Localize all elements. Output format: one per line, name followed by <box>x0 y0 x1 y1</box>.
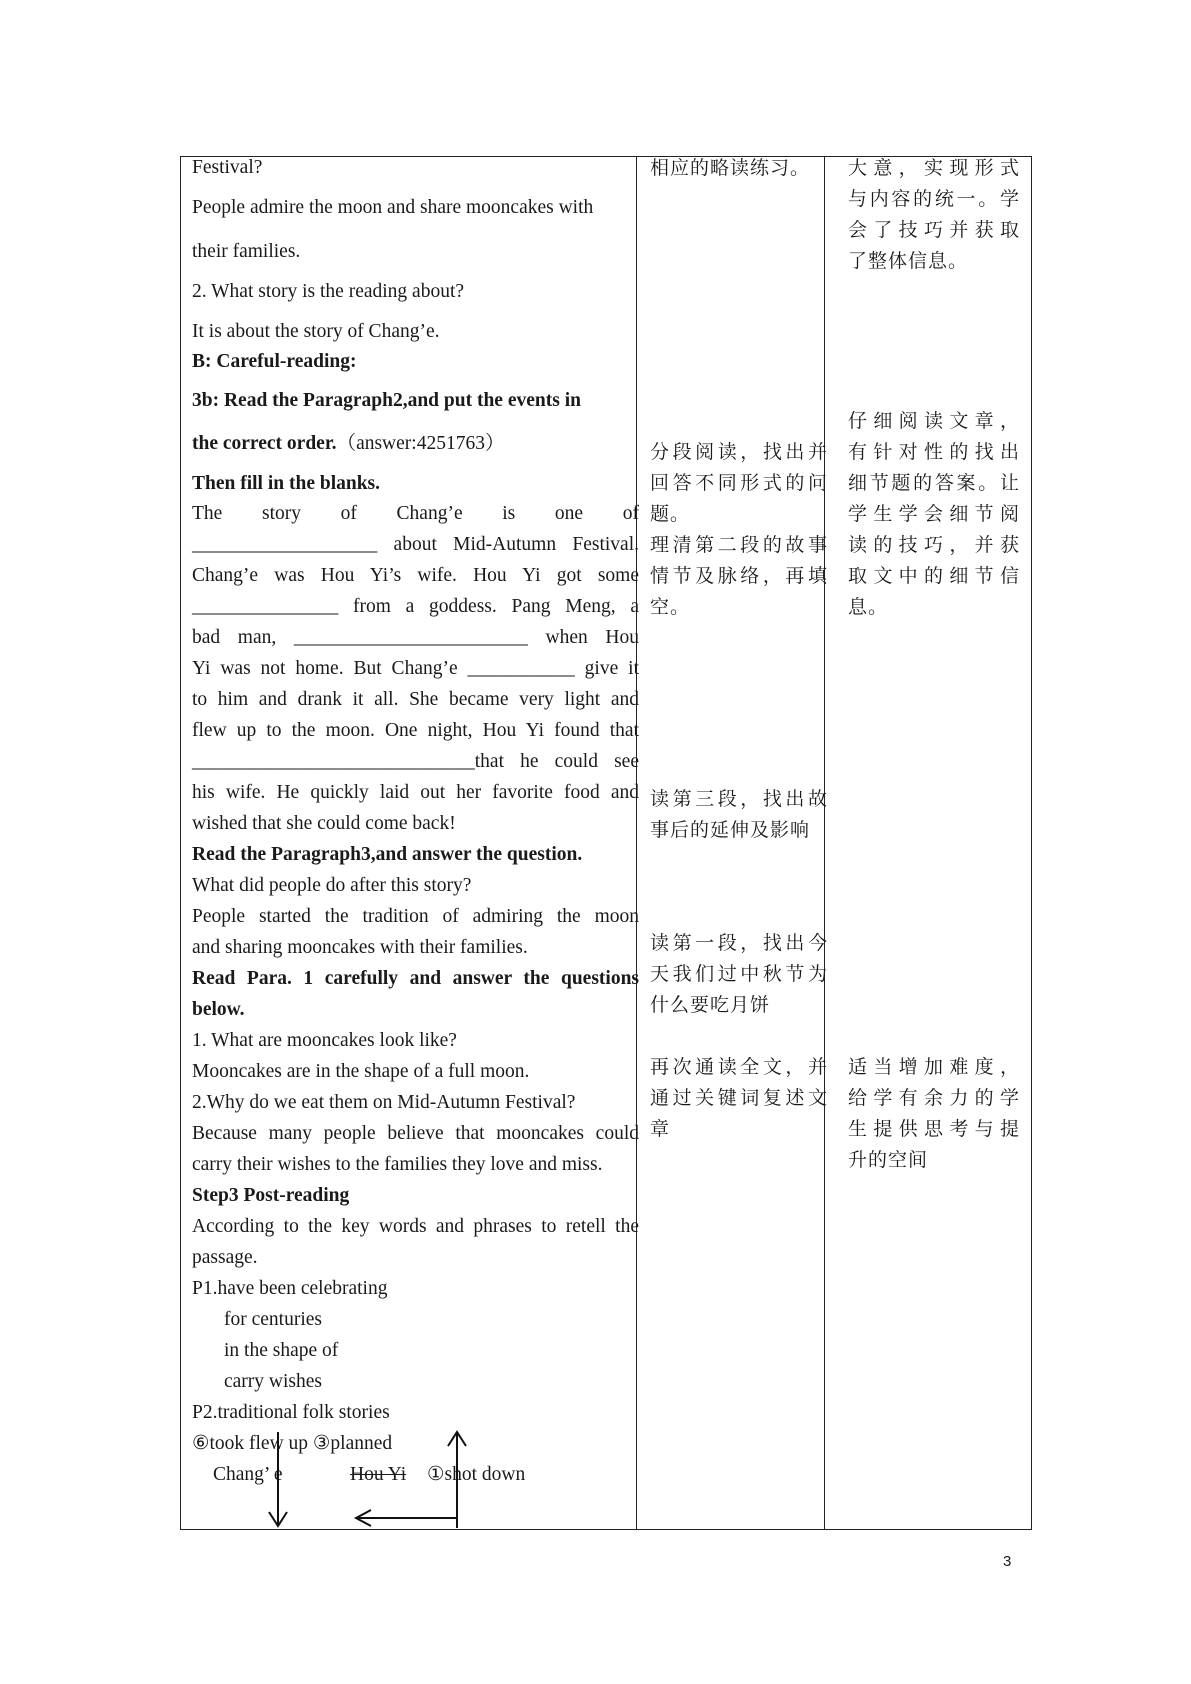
right-note: 息。 <box>848 596 889 618</box>
right-note: 取文中的细节信 <box>848 565 1020 587</box>
right-note: 会了技巧并获取 <box>848 219 1020 241</box>
task-3b-text-2: the correct order. <box>192 433 337 454</box>
right-note: 适当增加难度， <box>848 1056 1020 1078</box>
fill-line: bad man, ________________________ when Hou <box>192 627 639 648</box>
right-note: 大意，实现形式 <box>848 157 1020 179</box>
task-3b-text: 3b: Read the Paragraph2,and put the events <box>192 390 565 411</box>
fill-line: ___________________ about Mid-Autumn Festival. <box>192 534 639 555</box>
right-note: 读的技巧，并获 <box>848 534 1020 556</box>
fill-line: _____________________________that he could see <box>192 751 639 772</box>
answer-2: It is about the story of Chang’e. <box>192 321 440 342</box>
para1-heading: Read Para. 1 carefully and answer the questions <box>192 968 639 989</box>
answer-line: People admire the moon and share mooncakes with <box>192 197 594 218</box>
middle-note: 什么要吃月饼 <box>650 994 771 1016</box>
para1-answer: carry their wishes to the families they love and miss. <box>192 1154 603 1175</box>
para1-question: 1. What are mooncakes look like? <box>192 1030 457 1051</box>
diagram-shot-label: ①shot down <box>427 1464 526 1485</box>
question-tail: Festival? <box>192 157 263 178</box>
middle-note: 读第三段，找出故 <box>650 788 828 810</box>
right-note: 升的空间 <box>848 1149 929 1171</box>
middle-note: 分段阅读，找出并 <box>650 441 828 463</box>
middle-note: 空。 <box>650 596 691 618</box>
fill-line: The story of Chang’e is one of <box>192 503 639 524</box>
p1-item: for centuries <box>224 1309 322 1330</box>
right-note: 细节题的答案。让 <box>848 472 1020 494</box>
middle-note: 回答不同形式的问 <box>650 472 828 494</box>
fill-line: wished that she could come back! <box>192 813 456 834</box>
diagram-change-label: Chang’ e <box>213 1464 283 1485</box>
p1-item: in the shape of <box>224 1340 339 1361</box>
fill-heading: Then fill in the blanks. <box>192 473 381 494</box>
middle-note: 理清第二段的故事 <box>650 534 828 556</box>
middle-note: 读第一段，找出今 <box>650 932 828 954</box>
careful-reading-heading: B: Careful-reading: <box>192 351 357 372</box>
fill-line: Yi was not home. But Chang’e ___________ give it <box>192 658 639 679</box>
para3-answer: People started the tradition of admiring the moon <box>192 906 639 927</box>
middle-note: 天我们过中秋节为 <box>650 963 828 985</box>
fill-line: Chang’e was Hou Yi’s wife. Hou Yi got some <box>192 565 639 586</box>
para3-answer: and sharing mooncakes with their families. <box>192 937 528 958</box>
right-note: 学生学会细节阅 <box>848 503 1020 525</box>
answer-line: their families. <box>192 241 301 262</box>
middle-note: 事后的延伸及影响 <box>650 819 811 841</box>
para3-heading: Read the Paragraph3,and answer the question. <box>192 844 583 865</box>
diagram-houyi-label: Hou Yi <box>350 1464 407 1485</box>
p1-label: P1.have been celebrating <box>192 1278 388 1299</box>
para3-question: What did people do after this story? <box>192 875 472 896</box>
p1-item: carry wishes <box>224 1371 323 1392</box>
right-note: 与内容的统一。学 <box>848 188 1020 210</box>
right-note: 了整体信息。 <box>848 250 969 272</box>
para1-question: 2.Why do we eat them on Mid-Autumn Festival? <box>192 1092 576 1113</box>
step3-heading: Step3 Post-reading <box>192 1185 350 1206</box>
question-2: 2. What story is the reading about? <box>192 281 465 302</box>
fill-line: his wife. He quickly laid out her favorite food and <box>192 782 639 803</box>
para1-answer: Mooncakes are in the shape of a full moon. <box>192 1061 530 1082</box>
right-note: 有针对性的找出 <box>848 441 1020 463</box>
right-note: 给学有余力的学 <box>848 1087 1020 1109</box>
fill-line: to him and drank it all. She became very light and <box>192 689 639 710</box>
middle-note: 再次通读全文，并 <box>650 1056 828 1078</box>
fill-line: _______________ from a goddess. Pang Meng, a <box>192 596 639 617</box>
fill-line: flew up to the moon. One night, Hou Yi found that <box>192 720 639 741</box>
retell-instruction: According to the key words and phrases to retell the <box>192 1216 639 1237</box>
diagram-row: ⑥took flew up ③planned <box>192 1433 393 1454</box>
right-note: 仔细阅读文章， <box>848 410 1020 432</box>
task-3b-answer: （answer:4251763） <box>336 433 505 454</box>
middle-note: 情节及脉络，再填 <box>650 565 828 587</box>
right-note: 生提供思考与提 <box>848 1118 1020 1140</box>
middle-note: 通过关键词复述文 <box>650 1087 828 1109</box>
para1-answer: Because many people believe that mooncakes could <box>192 1123 639 1144</box>
p2-label: P2.traditional folk stories <box>192 1402 390 1423</box>
middle-note: 题。 <box>650 503 691 525</box>
middle-note: 相应的略读练习。 <box>650 157 811 179</box>
retell-instruction: passage. <box>192 1247 258 1268</box>
middle-note: 章 <box>650 1118 671 1140</box>
para1-heading: below. <box>192 999 245 1020</box>
task-3b-text-end: in <box>564 390 581 411</box>
page-number: 3 <box>1003 1553 1012 1570</box>
